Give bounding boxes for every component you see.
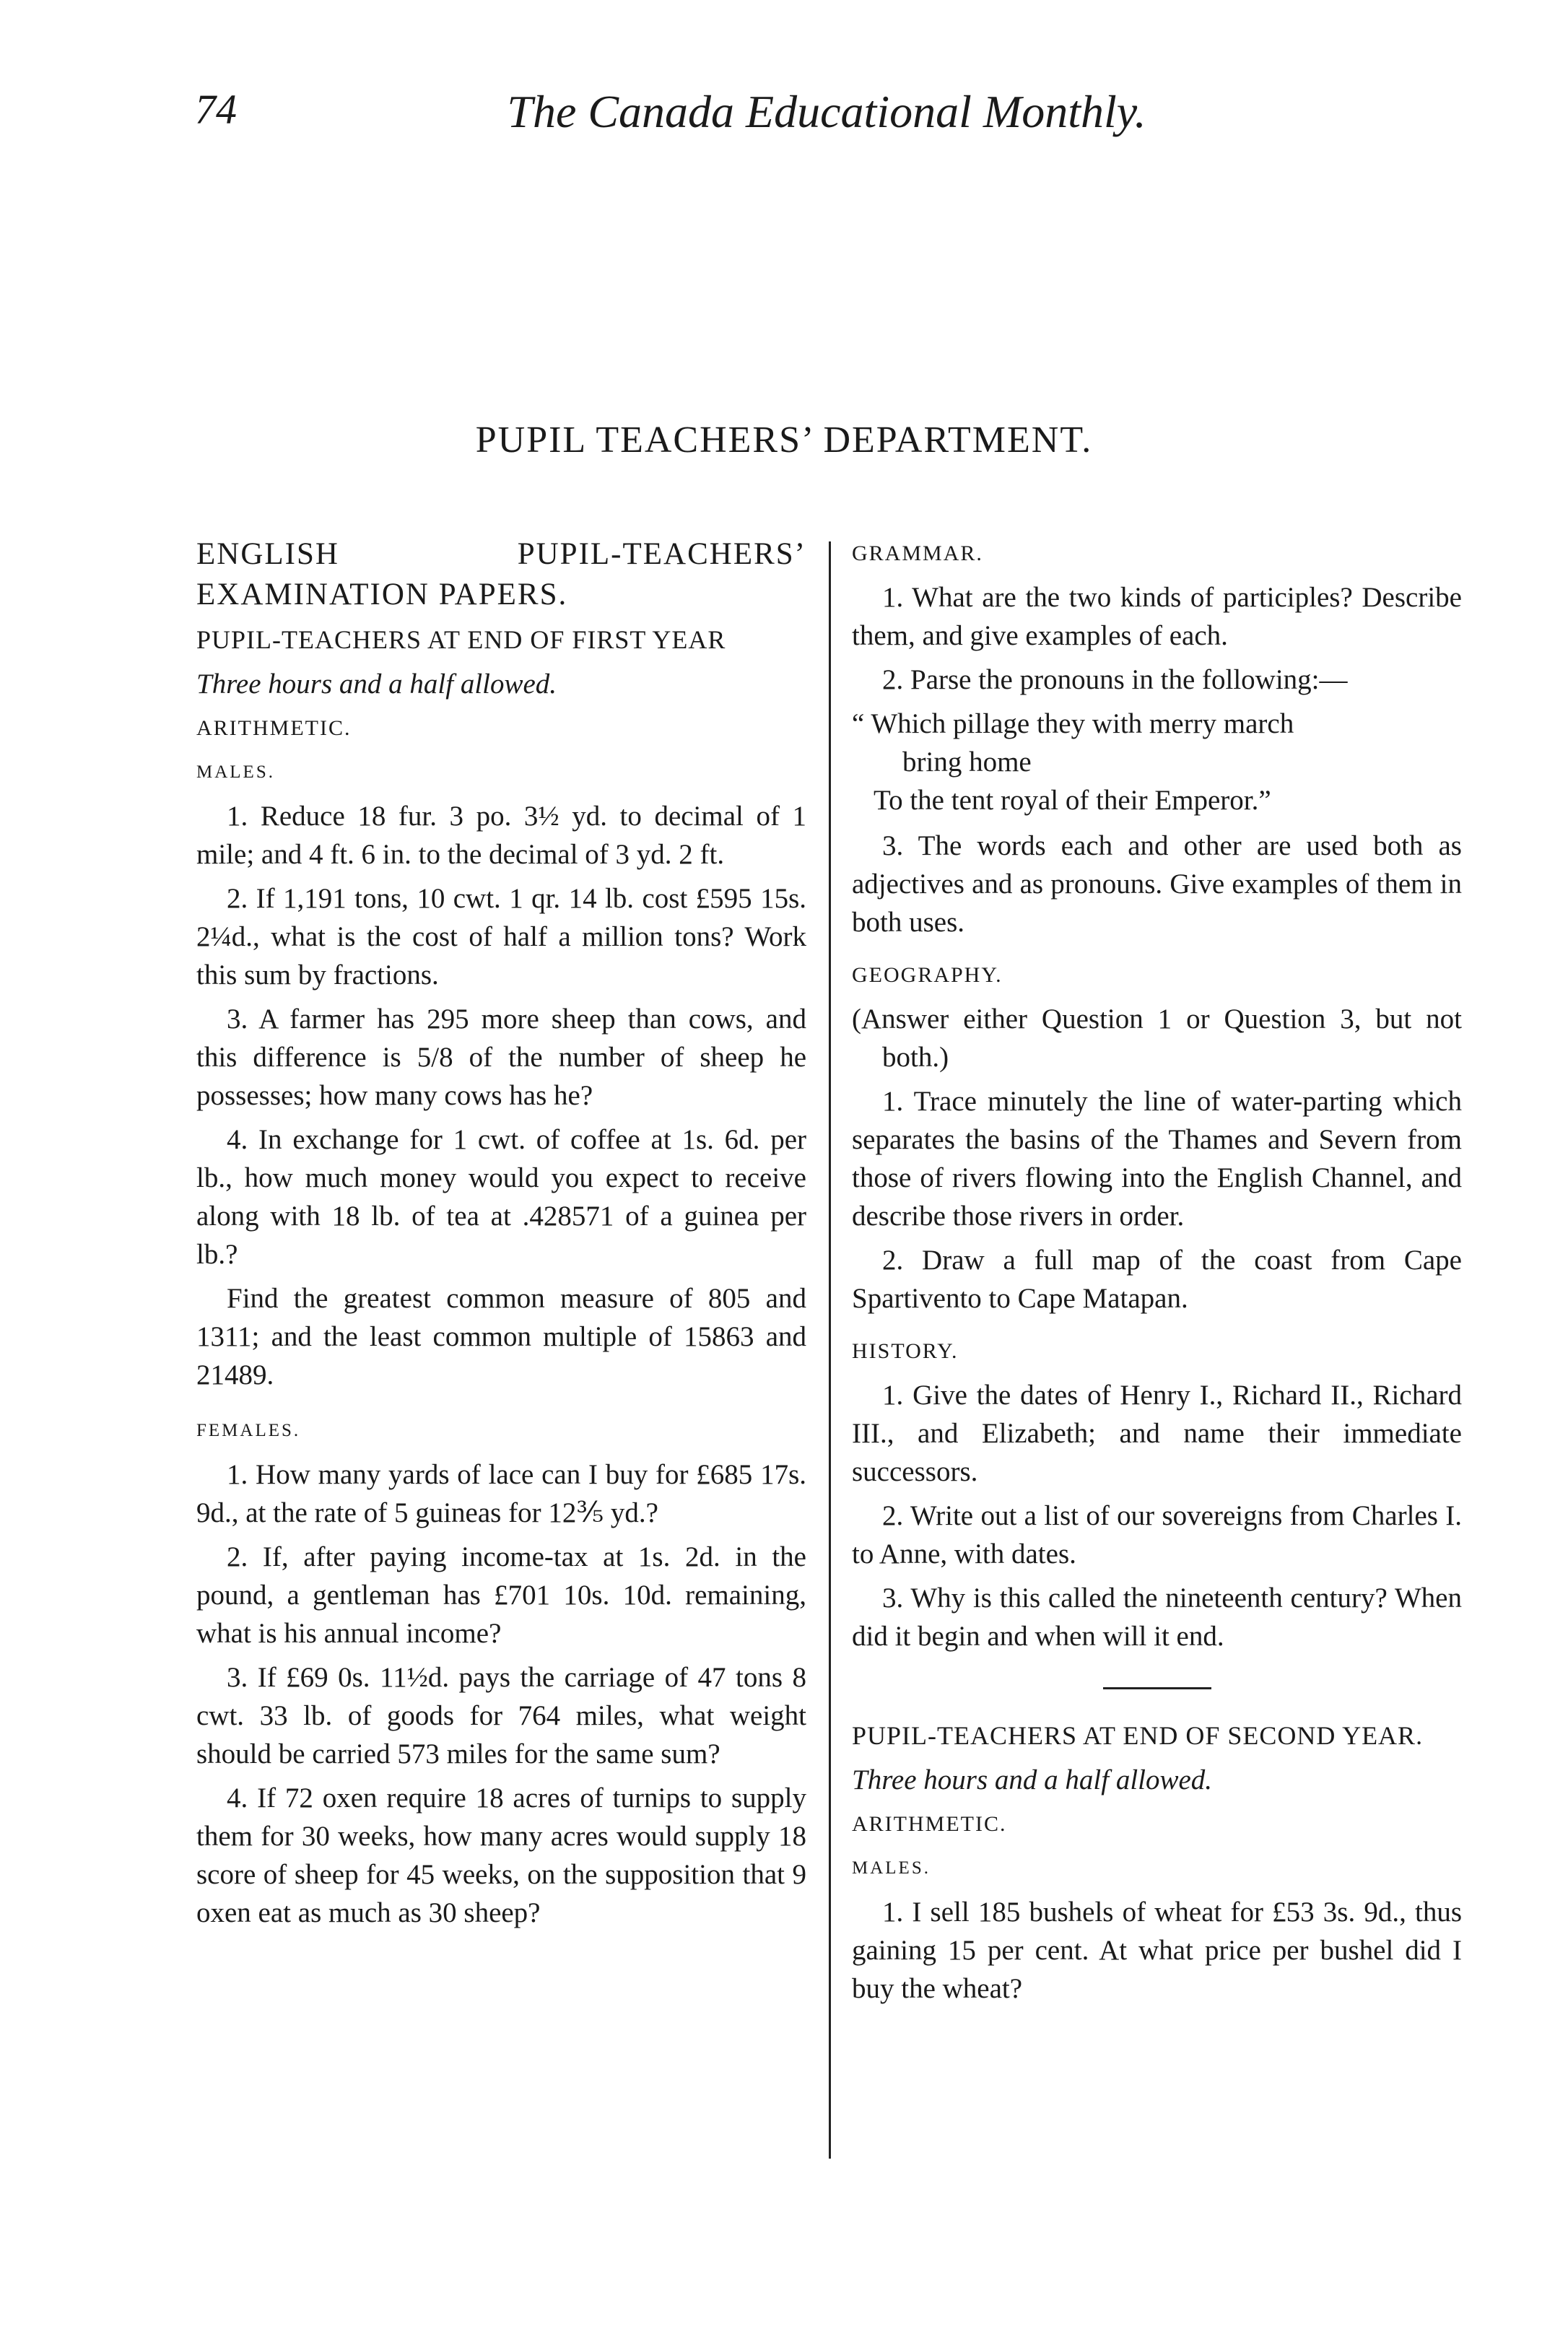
page-header	[166, 85, 1487, 150]
subheading-second-year: PUPIL-TEACHERS AT END OF SECOND YEAR.	[852, 1721, 1424, 1750]
question-item: 2. Parse the pronouns in the following:—	[882, 664, 1348, 695]
question-item: 1. Trace minutely the line of water-parting which separates the basins of the Thames and Severn from those of rivers flowing into the English Channel, and describe those rivers in order.	[852, 1086, 1462, 1232]
page-number: 74	[195, 86, 237, 133]
question-item: 4. If 72 oxen require 18 acres of turnips to supply them for 30 weeks, how many acres would supply 18 score of sheep for 45 weeks, on the supposition that 9 oxen eat as much as 30 sheep?	[196, 1782, 806, 1928]
question-item: 1. I sell 185 bushels of wheat for £53 3s. 9d., thus gaining 15 per cent. At what price per bushel did I buy the wheat?	[852, 1897, 1462, 2004]
question-item: 1. How many yards of lace can I buy for £685 17s. 9d., at the rate of 5 guineas for 12⅗ yd.?	[196, 1459, 806, 1528]
verse-line: To the tent royal of their Emperor.”	[874, 785, 1271, 816]
question-item: Find the greatest common measure of 805 and 1311; and the least common multiple of 15863 and 21489.	[196, 1283, 806, 1390]
question-item: 3. The words each and other are used both as adjectives and as pronouns. Give examples of them in both uses.	[852, 830, 1462, 938]
question-item: 2. If, after paying income-tax at 1s. 2d. in the pound, a gentleman has £701 10s. 10d. remaining, what is his annual income?	[196, 1541, 806, 1649]
time-allowed: Three hours and a half allowed.	[196, 669, 557, 700]
section-rule	[1103, 1687, 1211, 1689]
column-divider	[829, 541, 831, 2159]
left-column	[196, 534, 806, 1938]
subject-arithmetic: ARITHMETIC.	[196, 716, 352, 740]
subject-history: HISTORY.	[852, 1339, 959, 1363]
question-item: 2. If 1,191 tons, 10 cwt. 1 qr. 14 lb. cost £595 15s. 2¼d., what is the cost of half a million tons? Work this sum by fractions.	[196, 883, 806, 991]
verse-line: bring home	[902, 746, 1032, 778]
question-item: 2. Draw a full map of the coast from Cape Spartivento to Cape Matapan.	[852, 1245, 1462, 1314]
question-item: 3. If £69 0s. 11½d. pays the carriage of 47 tons 8 cwt. 33 lb. of goods for 764 miles, what weight should be carried 573 miles for the same sum?	[196, 1662, 806, 1769]
question-item: 1. Give the dates of Henry I., Richard II., Richard III., and Elizabeth; and name their immediate successors.	[852, 1380, 1462, 1487]
group-males: MALES.	[196, 762, 275, 782]
time-allowed: Three hours and a half allowed.	[852, 1764, 1213, 1795]
question-item: 1. Reduce 18 fur. 3 po. 3½ yd. to decimal of 1 mile; and 4 ft. 6 in. to the decimal of 3 yd. 2 ft.	[196, 801, 806, 870]
subject-geography: GEOGRAPHY.	[852, 963, 1003, 987]
section-heading: ENGLISH PUPIL-TEACHERS’ EXAMINATION PAPERS.	[196, 537, 806, 611]
instruction-note: (Answer either Question 1 or Question 3, but not both.)	[852, 1004, 1462, 1073]
question-item: 4. In exchange for 1 cwt. of coffee at 1s. 6d. per lb., how much money would you expect to receive along with 18 lb. of tea at .428571 of a guinea per lb.?	[196, 1124, 806, 1270]
group-males: MALES.	[852, 1858, 931, 1878]
right-column	[852, 534, 1462, 2014]
subject-grammar: GRAMMAR.	[852, 541, 983, 565]
question-item: 3. Why is this called the nineteenth century? When did it begin and when will it end.	[852, 1583, 1462, 1652]
running-title: The Canada Educational Monthly.	[507, 86, 1146, 137]
question-item: 3. A farmer has 295 more sheep than cows, and this difference is 5/8 of the number of sheep he possesses; how many cows has he?	[196, 1004, 806, 1111]
subject-arithmetic: ARITHMETIC.	[852, 1812, 1007, 1836]
question-item: 2. Write out a list of our sovereigns from Charles I. to Anne, with dates.	[852, 1500, 1462, 1570]
verse-line: “ Which pillage they with merry march	[852, 708, 1294, 739]
question-item: 1. What are the two kinds of participles? Describe them, and give examples of each.	[852, 582, 1462, 651]
group-females: FEMALES.	[196, 1421, 301, 1440]
department-title: PUPIL TEACHERS’ DEPARTMENT.	[475, 419, 1093, 461]
verse-quotation	[852, 705, 1462, 819]
subheading-first-year: PUPIL-TEACHERS AT END OF FIRST YEAR	[196, 625, 726, 654]
